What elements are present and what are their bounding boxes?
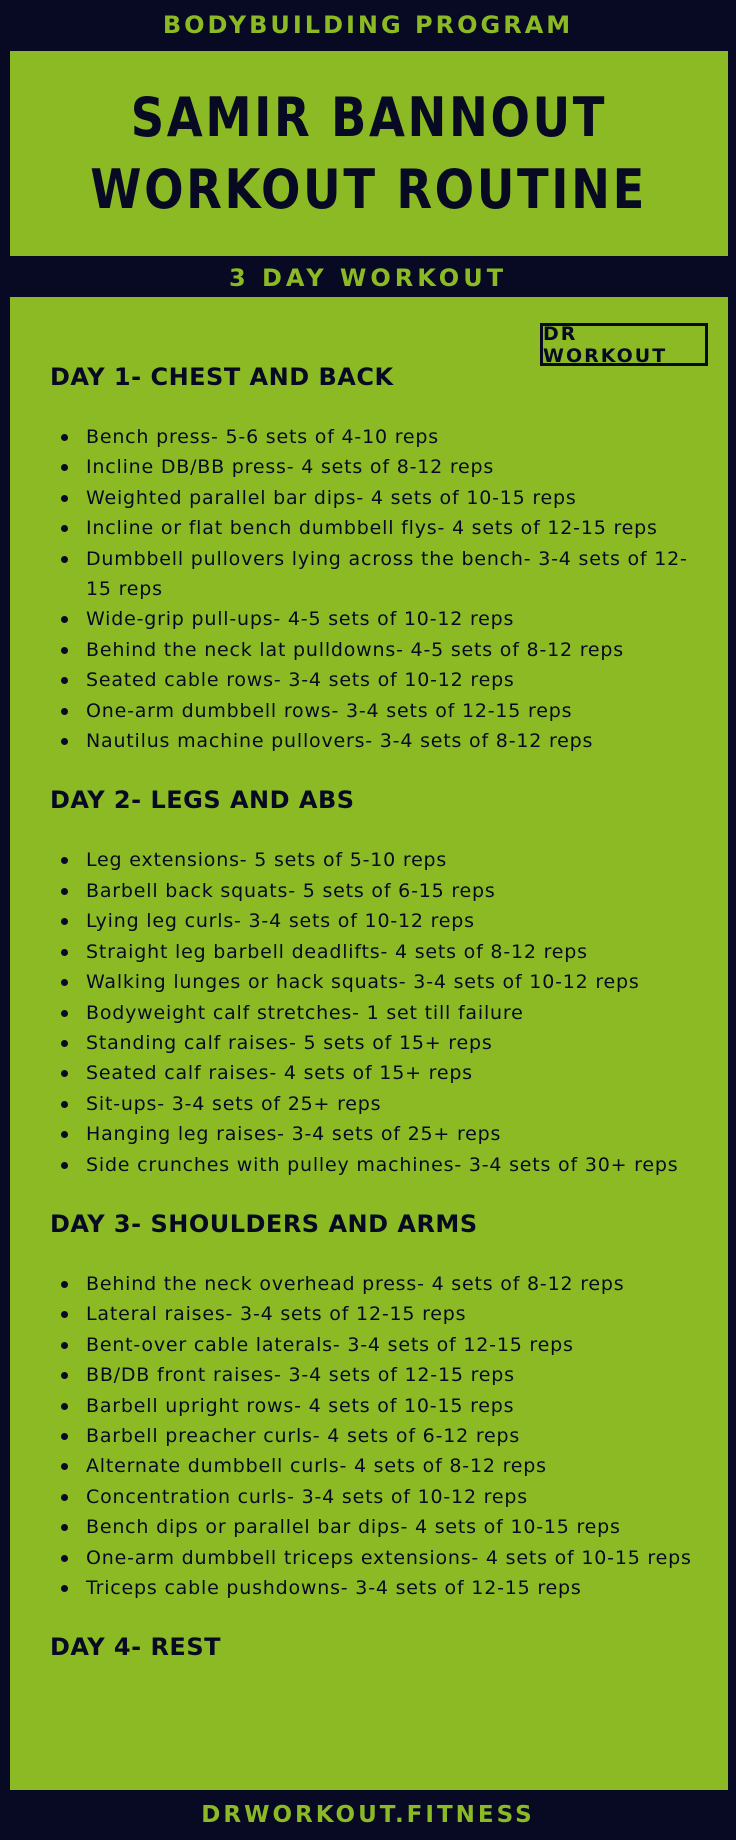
exercise-item: Leg extensions- 5 sets of 5-10 reps xyxy=(86,845,710,875)
day-section xyxy=(50,1209,710,1603)
exercise-item: Weighted parallel bar dips- 4 sets of 10-15 reps xyxy=(86,483,710,513)
exercise-item: Lying leg curls- 3-4 sets of 10-12 reps xyxy=(86,906,710,936)
exercise-item: One-arm dumbbell rows- 3-4 sets of 12-15 reps xyxy=(86,696,710,726)
routine-panel xyxy=(10,297,728,1790)
exercise-item: Barbell upright rows- 4 sets of 10-15 reps xyxy=(86,1391,710,1421)
exercise-item: Incline DB/BB press- 4 sets of 8-12 reps xyxy=(86,452,710,482)
routine-content xyxy=(50,362,710,1662)
day-section xyxy=(50,362,710,756)
exercise-item: Walking lunges or hack squats- 3-4 sets of 10-12 reps xyxy=(86,967,710,997)
exercise-item: Wide-grip pull-ups- 4-5 sets of 10-12 reps xyxy=(86,604,710,634)
exercise-item: BB/DB front raises- 3-4 sets of 12-15 reps xyxy=(86,1360,710,1390)
exercise-item: Bent-over cable laterals- 3-4 sets of 12-15 reps xyxy=(86,1330,710,1360)
day-section xyxy=(50,785,710,1179)
day-heading: DAY 3- SHOULDERS AND ARMS xyxy=(50,1209,478,1238)
exercise-item: Side crunches with pulley machines- 3-4 sets of 30+ reps xyxy=(86,1150,710,1180)
exercise-item: Nautilus machine pullovers- 3-4 sets of 8-12 reps xyxy=(86,726,710,756)
exercise-item: Behind the neck overhead press- 4 sets of 8-12 reps xyxy=(86,1269,710,1299)
exercise-item: Behind the neck lat pulldowns- 4-5 sets of 8-12 reps xyxy=(86,635,710,665)
exercise-list xyxy=(50,422,710,756)
day-heading: DAY 2- LEGS AND ABS xyxy=(50,786,355,815)
exercise-item: Bench dips or parallel bar dips- 4 sets of 10-15 reps xyxy=(86,1512,710,1542)
day-heading: DAY 1- CHEST AND BACK xyxy=(50,363,394,391)
exercise-item: Alternate dumbbell curls- 4 sets of 8-12 reps xyxy=(86,1451,710,1481)
exercise-item: Seated cable rows- 3-4 sets of 10-12 reps xyxy=(86,665,710,695)
exercise-item: Barbell back squats- 5 sets of 6-15 reps xyxy=(86,876,710,906)
day-section xyxy=(50,1632,710,1662)
program-type-label: BODYBUILDING PROGRAM xyxy=(162,10,574,39)
exercise-item: One-arm dumbbell triceps extensions- 4 sets of 10-15 reps xyxy=(86,1543,710,1573)
exercise-item: Bench press- 5-6 sets of 4-10 reps xyxy=(86,422,710,452)
brand-badge: DR WORKOUT xyxy=(540,323,708,366)
site-footer: DRWORKOUT.FITNESS xyxy=(201,1802,535,1828)
exercise-item: Hanging leg raises- 3-4 sets of 25+ reps xyxy=(86,1119,710,1149)
exercise-item: Straight leg barbell deadlifts- 4 sets of 8-12 reps xyxy=(86,937,710,967)
exercise-item: Sit-ups- 3-4 sets of 25+ reps xyxy=(86,1089,710,1119)
exercise-item: Seated calf raises- 4 sets of 15+ reps xyxy=(86,1058,710,1088)
exercise-item: Incline or flat bench dumbbell flys- 4 sets of 12-15 reps xyxy=(86,513,710,543)
exercise-item: Standing calf raises- 5 sets of 15+ reps xyxy=(86,1028,710,1058)
exercise-item: Lateral raises- 3-4 sets of 12-15 reps xyxy=(86,1299,710,1329)
day-heading: DAY 4- REST xyxy=(50,1633,221,1662)
exercise-item: Triceps cable pushdowns- 3-4 sets of 12-15 reps xyxy=(86,1573,710,1603)
exercise-item: Bodyweight calf stretches- 1 set till failure xyxy=(86,998,710,1028)
page-title-line-1: SAMIR BANNOUT xyxy=(130,85,608,149)
exercise-list xyxy=(50,1269,710,1603)
exercise-item: Concentration curls- 3-4 sets of 10-12 reps xyxy=(86,1482,710,1512)
exercise-item: Barbell preacher curls- 4 sets of 6-12 reps xyxy=(86,1421,710,1451)
exercise-item: Dumbbell pullovers lying across the bench- 3-4 sets of 12-15 reps xyxy=(86,544,710,605)
title-banner xyxy=(10,51,728,256)
workout-split-label: 3 DAY WORKOUT xyxy=(228,264,508,292)
exercise-list xyxy=(50,845,710,1179)
page-title-line-2: WORKOUT ROUTINE xyxy=(90,157,648,221)
